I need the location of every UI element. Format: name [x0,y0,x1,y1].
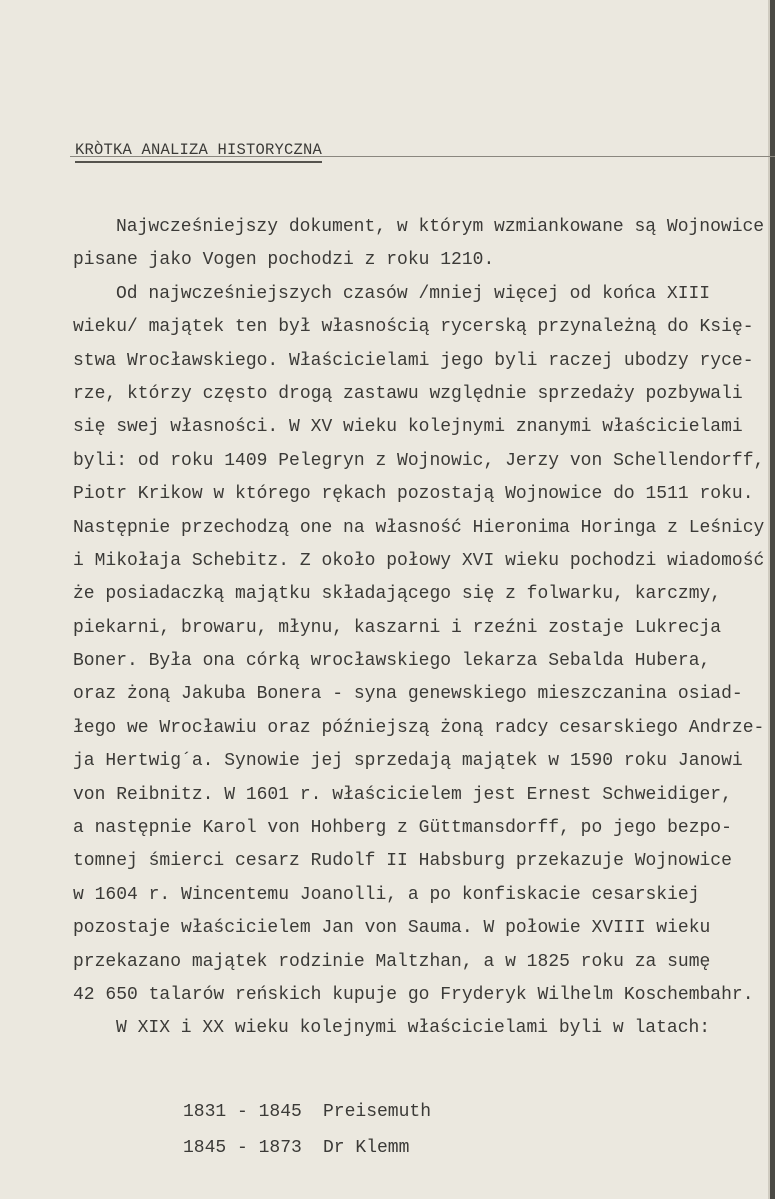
text-line: w 1604 r. Wincentemu Joanolli, a po konfiskacie cesarskiej [73,884,700,905]
text-line: się swej własności. W XV wieku kolejnymi znanymi właścicielami [73,417,743,438]
owner-name: Dr Klemm [323,1138,410,1158]
document-body [73,211,773,1046]
text-line: rze, którzy często drogą zastawu względnie sprzedaży pozbywali [73,383,743,404]
owner-years: 1831 - 1845 [183,1102,302,1122]
text-line: Boner. Była ona córką wrocławskiego lekarza Sebalda Hubera, [73,651,711,672]
text-line: byli: od roku 1409 Pelegryn z Wojnowic, Jerzy von Schellendorff, [73,450,765,471]
text-line: Piotr Krikow w którego rękach pozostają Wojnowice do 1511 roku. [73,484,754,505]
text-line: 42 650 talarów reńskich kupuje go Fryderyk Wilhelm Koschembahr. [73,984,754,1005]
text-line: piekarni, browaru, młynu, kaszarni i rzeźni zostaje Lukrecja [73,617,722,638]
text-line: W XIX i XX wieku kolejnymi właścicielami byli w latach: [116,1018,711,1039]
text-line: a następnie Karol von Hohberg z Güttmansdorff, po jego bezpo- [73,818,732,839]
text-line: tomnej śmierci cesarz Rudolf II Habsburg przekazuje Wojnowice [73,851,732,872]
text-line: ja Hertwig´a. Synowie jej sprzedają majątek w 1590 roku Janowi [73,751,743,772]
text-line: Od najwcześniejszych czasów /mniej więcej od końca XIII [116,283,711,304]
owners-list [183,1094,431,1166]
text-line: pozostaje właścicielem Jan von Sauma. W połowie XVIII wieku [73,918,711,939]
owner-years: 1845 - 1873 [183,1138,302,1158]
text-line: von Reibnitz. W 1601 r. właścicielem jest Ernest Schweidiger, [73,784,732,805]
text-line: Następnie przechodzą one na własność Hieronima Horinga z Leśnicy [73,517,765,538]
owner-entry [183,1094,431,1130]
text-line: Najwcześniejszy dokument, w którym wzmiankowane są Wojnowice [116,217,765,237]
text-line: pisane jako Vogen pochodzi z roku 1210. [73,250,495,271]
text-line: stwa Wrocławskiego. Właścicielami jego byli raczej ubodzy ryce- [73,350,754,371]
text-line: przekazano majątek rodzinie Maltzhan, a w 1825 roku za sumę [73,951,711,972]
text-line: wieku/ majątek ten był własnością rycerską przynależną do Księ- [73,317,754,338]
owner-entry [183,1130,431,1166]
owner-name: Preisemuth [323,1102,432,1122]
text-line: że posiadaczką majątku składającego się z folwarku, karczmy, [73,584,722,605]
document-heading: KRÒTKA ANALIZA HISTORYCZNA [75,141,322,163]
text-line: łego we Wrocławiu oraz późniejszą żoną radcy cesarskiego Andrze- [73,717,765,738]
text-line: i Mikołaja Schebitz. Z około połowy XVI wieku pochodzi wiadomość [73,550,765,571]
text-line: oraz żoną Jakuba Bonera - syna genewskiego mieszczanina osiad- [73,684,743,705]
